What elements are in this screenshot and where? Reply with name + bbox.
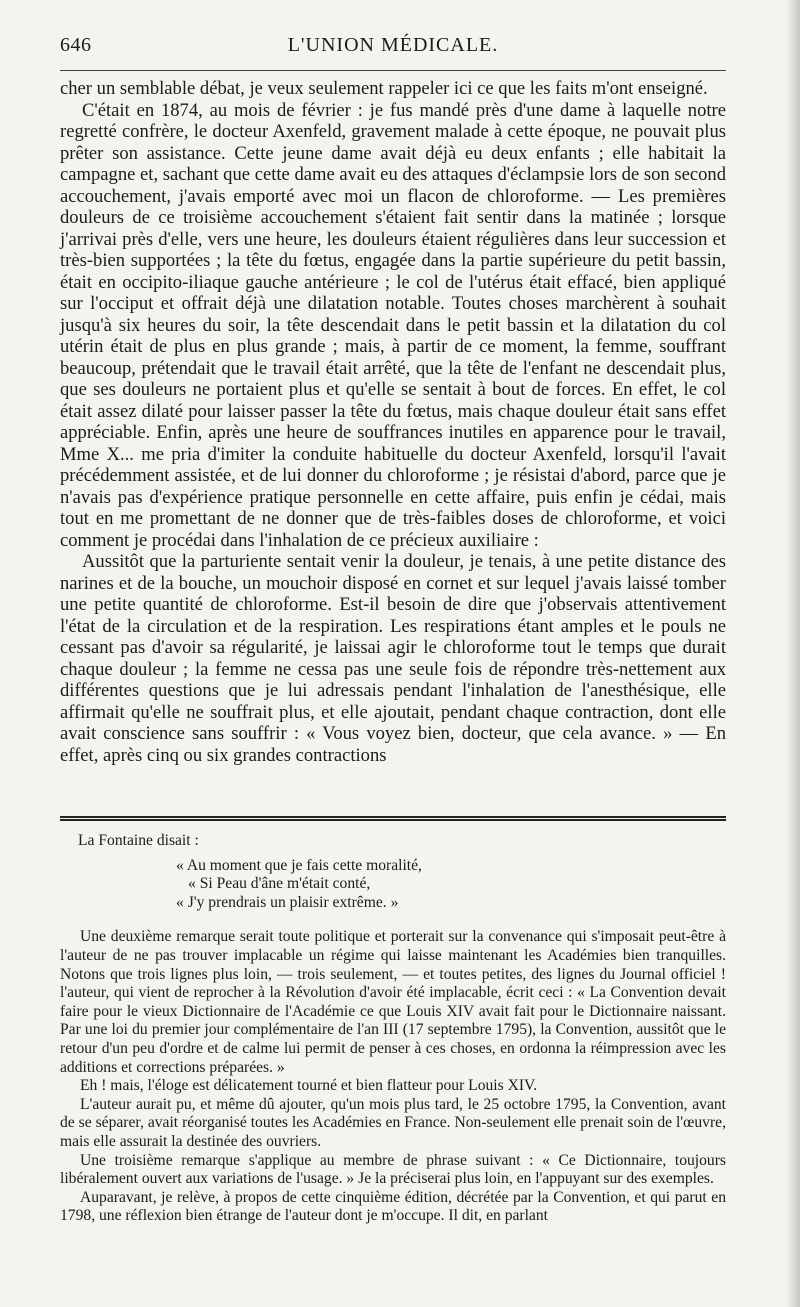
article-paragraph: Aussitôt que la parturiente sentait venir la douleur, je tenais, à une petite distance des narines et de la bouche, un mouchoir disposé en cornet et sur lequel j'avais laissé tomber une petite quantité de chloroforme. Est-il besoin de dire que j'observais attentivement l'état de la circulation et de la respiration. Les respirations étant amples et le pouls ne cessant pas d'avoir sa régularité, je laissai agir le chloroforme tout le temps que durait chaque douleur ; la femme ne cessa pas une seule fois de répondre très-nettement aux différentes questions que je lui adressais pendant l'inhalation de l'anesthésique, elle affirmait qu'elle ne souffrait plus, et elle ajoutait, pendant chaque contraction, dont elle avait conscience sans souffrir : « Vous voyez bien, docteur, que cela avance. » — En effet, après cinq ou six grandes contractions: [60, 551, 726, 766]
feuilleton-paragraph: Une troisième remarque s'applique au membre de phrase suivant : « Ce Dictionnaire, toujours libéralement ouvert aux variations de l'usage. » Je la préciserai plus loin, en l'appuyant sur des exemples.: [60, 1151, 726, 1188]
verse-quote: [60, 857, 726, 913]
feuilleton-divider: [60, 816, 726, 821]
feuilleton-paragraph: Auparavant, je relève, à propos de cette cinquième édition, décrétée par la Convention, et qui parut en 1798, une réflexion bien étrange de l'auteur dont je m'occupe. Il dit, en parlant: [60, 1188, 726, 1225]
feuilleton-section: [60, 830, 726, 1226]
feuilleton-intro: La Fontaine disait :: [78, 832, 199, 849]
page-edge-shadow: [786, 0, 800, 1307]
verse-line: « J'y prendrais un plaisir extrême. »: [176, 893, 399, 911]
article-paragraph: C'était en 1874, au mois de février : je fus mandé près d'une dame à laquelle notre regretté confrère, le docteur Axenfeld, gravement malade à cette époque, ne pouvait plus prêter son assistance. Cette jeune dame avait déjà eu deux enfants ; elle habitait la campagne et, sachant que cette dame avait eu des attaques d'éclampsie lors de son second accouchement, j'avais emporté avec moi un flacon de chloroforme. — Les premières douleurs de ce troisième accouchement s'étaient fait sentir dans la matinée ; lorsque j'arrivai près d'elle, vers une heure, les douleurs étaient régulières dans leur succession et très-bien supportées ; la tête du fœtus, engagée dans la partie supérieure du petit bassin, était en occipito-iliaque gauche antérieure ; le col de l'utérus était effacé, bien appliqué sur l'occiput et offrait déjà une dilatation notable. Toutes choses marchèrent à souhait jusqu'à six heures du soir, la tête descendait dans le petit bassin et la dilatation du col utérin était de plus en plus grande ; mais, à partir de ce moment, la femme, souffrant beaucoup, prétendait que le travail était arrêté, que la tête de l'enfant ne descendait plus, que ses douleurs ne portaient plus et qu'elle se sentait à bout de forces. En effet, le col était assez dilaté pour laisser passer la tête du fœtus, mais chaque douleur était sans effet appréciable. Enfin, après une heure de souffrances inutiles en apparence pour le travail, Mme X... me pria d'imiter la conduite habituelle du docteur Axenfeld, lorsqu'il l'avait précédemment assistée, et de lui donner du chloroforme ; je résistai d'abord, parce que je n'avais pas d'expérience pratique personnelle en cette affaire, puis enfin je cédai, mais tout en me promettant de ne donner que de très-faibles doses de chloroforme, et voici comment je procédai dans l'inhalation de ce précieux auxiliaire :: [60, 99, 726, 551]
journal-title: L'UNION MÉDICALE.: [287, 34, 499, 56]
verse-line: « Si Peau d'âne m'était conté,: [188, 875, 371, 893]
header-rule: [60, 70, 726, 71]
page-number: 646: [60, 34, 92, 56]
feuilleton-paragraph: Une deuxième remarque serait toute politique et porterait sur la convenance qui s'imposait peut-être à l'auteur de ne pas trouver implacable un régime qui laisse maintenant les Académies bien tranquilles. Notons que trois lignes plus loin, — trois seulement, — et toutes petites, des lignes du Journal officiel ! l'auteur, qui vient de reprocher à la Révolution d'avoir été implacable, écrit ceci : « La Convention devait faire pour le vieux Dictionnaire de l'Académie ce que Louis XIV avait fait pour le Dictionnaire naissant. Par une loi du premier jour complémentaire de l'an III (17 septembre 1795), la Convention, aussitôt que le retour d'un peu d'ordre et de calme lui permit de penser à ces choses, en ordonna la réimpression avec les additions et corrections préparées. »: [60, 928, 726, 1076]
feuilleton-paragraph: L'auteur aurait pu, et même dû ajouter, qu'un mois plus tard, le 25 octobre 1795, la Convention, avant de se séparer, avait réorganisé toutes les Académies en France. Non-seulement elle prenait soin de l'œuvre, mais elle assurait la destinée des ouvriers.: [60, 1095, 726, 1150]
article-paragraph: cher un semblable débat, je veux seulement rappeler ici ce que les faits m'ont enseigné.: [60, 78, 708, 99]
page-header: [60, 34, 726, 64]
feuilleton-paragraph: Eh ! mais, l'éloge est délicatement tourné et bien flatteur pour Louis XIV.: [80, 1077, 538, 1095]
verse-line: « Au moment que je fais cette moralité,: [176, 856, 422, 874]
article-body: [60, 78, 726, 766]
